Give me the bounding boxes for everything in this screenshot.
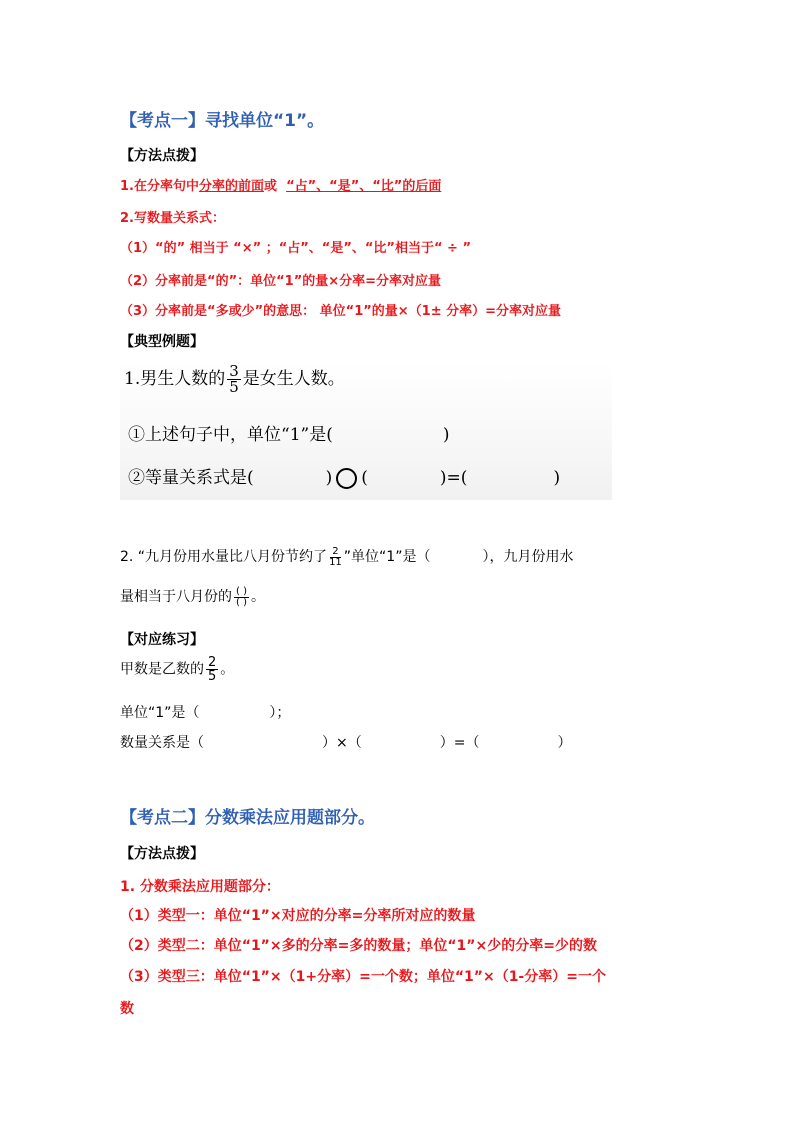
- example-1-question-1: [128, 420, 449, 445]
- method-heading-2: 【方法点拨】: [120, 846, 204, 862]
- ex2-text-c: ），九月份用水: [482, 549, 574, 565]
- practice-question-2: [120, 732, 571, 752]
- type-3: （3）类型三：单位“1”×（1+分率）=一个数；单位“1”×（1-分率）=一个: [120, 969, 606, 985]
- ex1-q2-close-1: ): [325, 468, 333, 488]
- section2-title: 【考点二】分数乘法应用题部分。: [120, 808, 375, 828]
- ex1-fraction-den: 5: [229, 378, 239, 396]
- examples-heading: 【典型例题】: [120, 334, 204, 350]
- ex1-q1-close: ): [442, 425, 450, 445]
- item1-prefix: 1.在分率句中: [120, 179, 199, 194]
- ex2-blank-fraction: [234, 587, 249, 608]
- pr-q2-c: ）=（: [439, 735, 480, 751]
- example-2-line-1: [120, 546, 573, 568]
- ex1-fraction-num: 3: [229, 362, 239, 380]
- pr-fraction-den: 5: [208, 669, 217, 684]
- ex2-blank-num: ( ): [236, 585, 247, 597]
- rule-2: （2）分率前是“的”：单位“1”的量×分率=分率对应量: [120, 274, 442, 289]
- rule-3: （3）分率前是“多或少”的意思： 单位“1”的量×（1± 分率）=分率对应量: [120, 304, 562, 319]
- ex1-fraction: [227, 364, 241, 395]
- ex2-text-a: 2. “九月份用水量比八月份节约了: [120, 549, 328, 565]
- pr-q1-b: ）；: [269, 705, 291, 721]
- ex1-q2-open-2: (: [361, 468, 368, 488]
- type-1: （1）类型一：单位“1”×对应的分率=分率所对应的数量: [120, 908, 476, 924]
- practice-question-1: [120, 702, 290, 722]
- pr-text-b: 。: [220, 661, 235, 678]
- ex2-text-e: 。: [250, 589, 265, 605]
- type-3-continued: 数: [120, 1001, 134, 1017]
- ex1-post: 是女生人数。: [242, 369, 345, 389]
- section2-item-1: 1. 分数乘法应用题部分：: [120, 879, 280, 895]
- ex2-text-b: ”单位“1”是（: [343, 549, 431, 565]
- section1-title: 【考点一】寻找单位“1”。: [120, 111, 325, 131]
- pr-text-a: 甲数是乙数的: [120, 661, 204, 678]
- ex1-q2-text: ②等量关系式是(: [128, 468, 254, 488]
- rule-1: （1）“的” 相当于 “×” ；“占”、“是”、“比”相当于“ ÷ ”: [120, 241, 471, 256]
- pr-q2-a: 数量关系是（: [120, 735, 204, 751]
- ex1-q2-close-3: ): [553, 468, 561, 488]
- ex2-fraction: [329, 547, 342, 568]
- ex2-text-d: 量相当于八月份的: [120, 589, 232, 605]
- pr-q1-a: 单位“1”是（: [120, 705, 200, 721]
- ex1-q2-equals: )=(: [439, 468, 468, 488]
- example-2-line-2: [120, 586, 265, 608]
- pr-q2-d: ）: [557, 735, 572, 751]
- practice-statement: [120, 656, 234, 683]
- ex2-fraction-num: 2: [332, 545, 339, 557]
- example-1-question-2: [128, 463, 560, 489]
- type-2: （2）类型二：单位“1”×多的分率=多的数量；单位“1”×少的分率=少的数: [120, 938, 597, 954]
- example-1-statement: [124, 364, 345, 395]
- method-item-2: 2.写数量关系式：: [120, 211, 225, 226]
- pr-q2-b: ）×（: [322, 735, 362, 751]
- ex1-pre: 1.男生人数的: [124, 369, 226, 389]
- pr-fraction: [206, 656, 218, 683]
- ex2-fraction-den: 11: [329, 556, 342, 568]
- pr-fraction-num: 2: [208, 655, 217, 670]
- item1-underlined-a: 分率的前面: [198, 179, 264, 194]
- ex1-q1-text: ①上述句子中，单位“1”是(: [128, 425, 333, 445]
- item1-or: 或: [264, 179, 278, 194]
- item1-underlined-b: “占”、“是”、“比”的后面: [286, 179, 442, 194]
- ex2-blank-den: ( ): [236, 596, 247, 608]
- practice-heading: 【对应练习】: [120, 632, 204, 648]
- method-heading-1: 【方法点拨】: [120, 148, 204, 164]
- operator-circle: [336, 468, 357, 489]
- method-item-1: [120, 175, 441, 194]
